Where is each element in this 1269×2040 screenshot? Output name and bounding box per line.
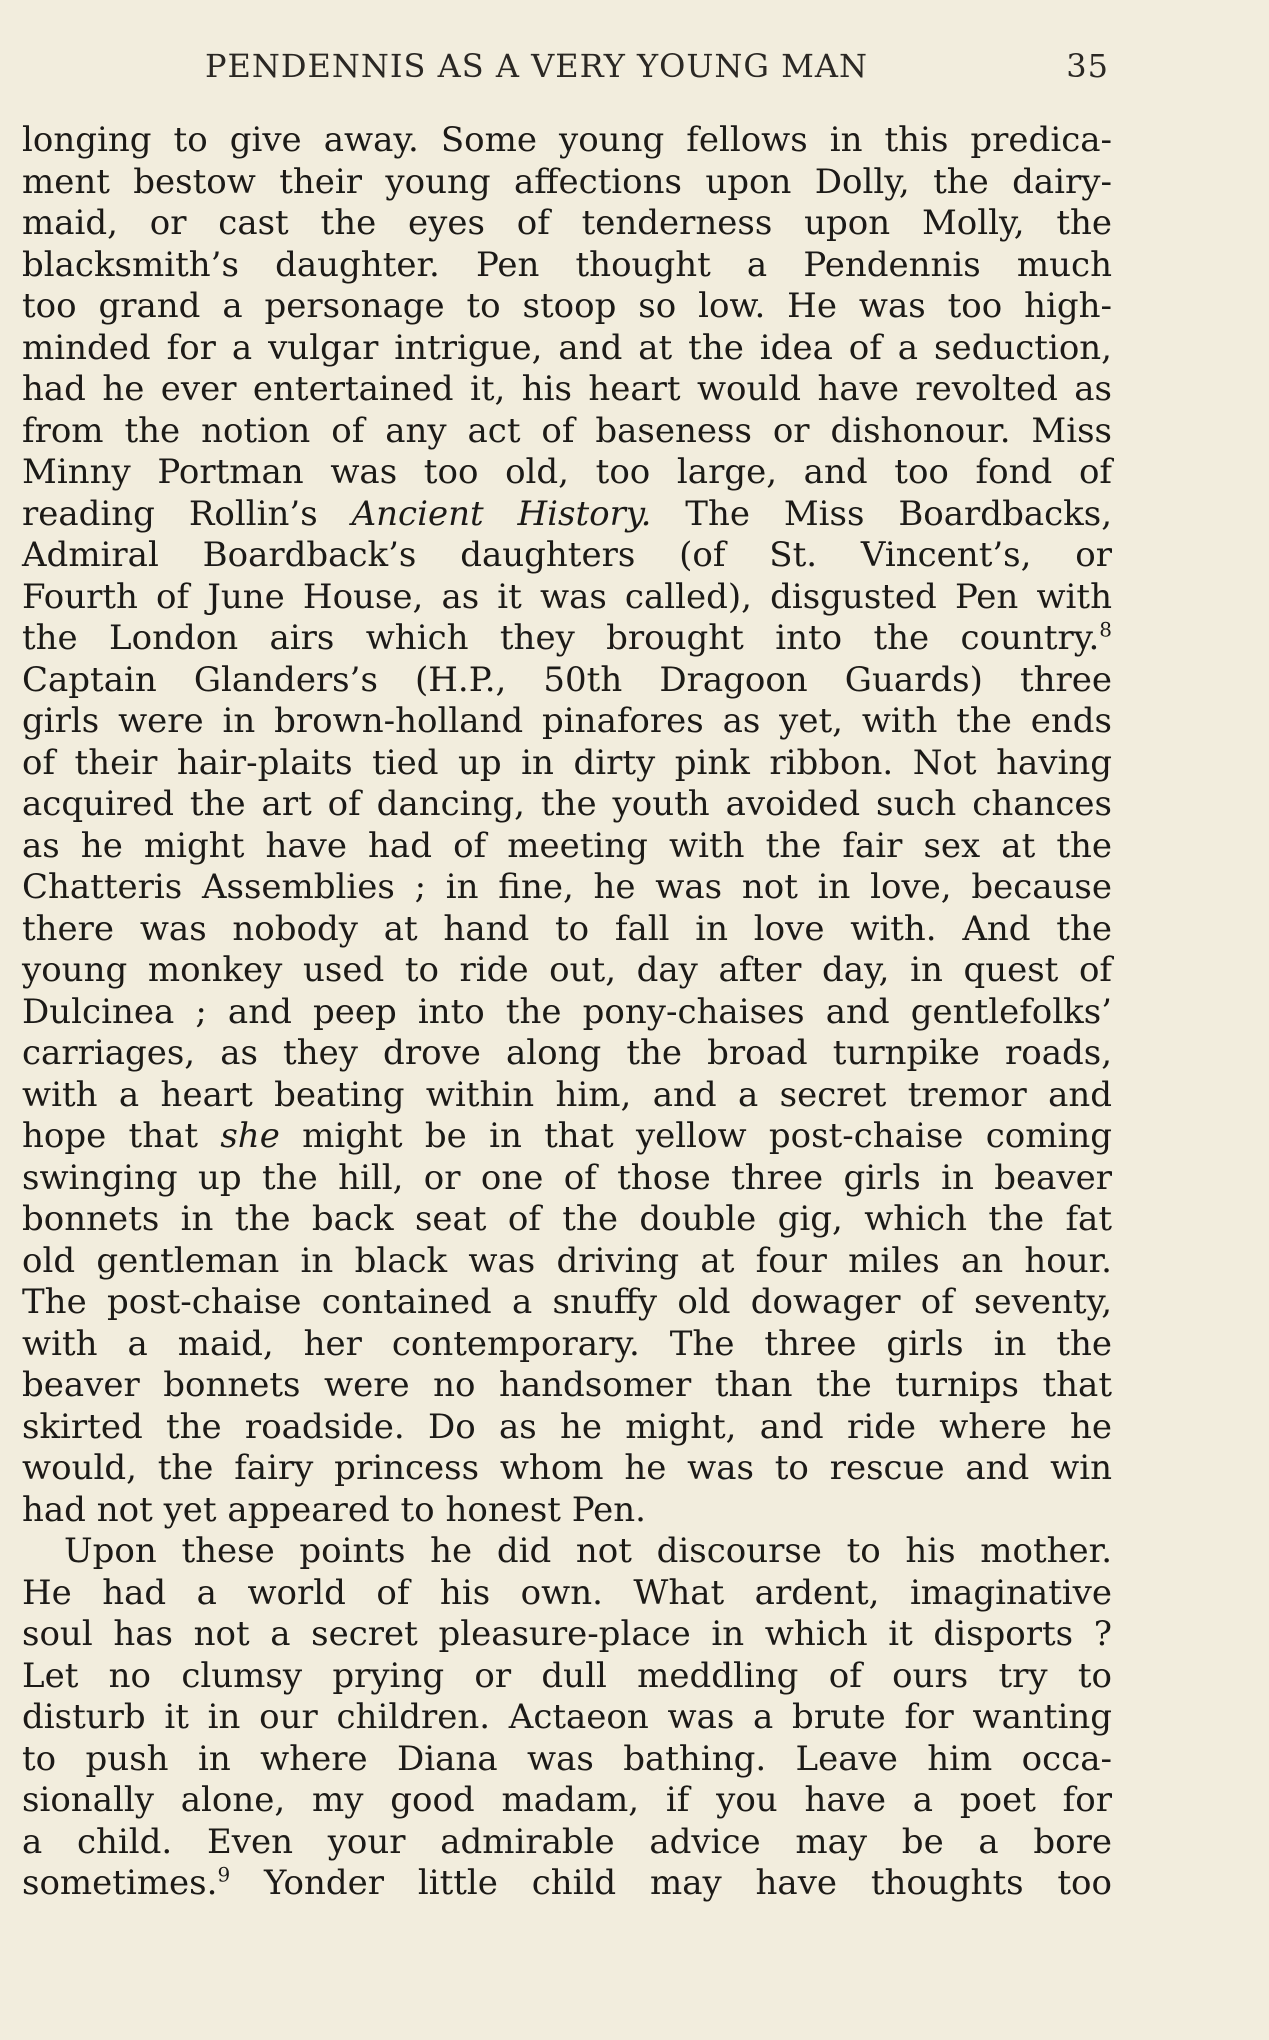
text-line [22,992,1112,1034]
text-run: acquired the art of dancing, the youth avoided such chances [22,784,1112,824]
text-run: a child. Even your admirable advice may be a bore [22,1821,1112,1862]
text-run: might be in that yellow post-chaise coming [279,1116,1112,1156]
text-line [22,1780,1112,1822]
text-run: bonnets in the back seat of the double gig, which the fat [22,1199,1112,1239]
text-run: to push in where Diana was bathing. Leave him occa- [22,1738,1112,1779]
text-run: would, the fairy princess whom he was to rescue and win [22,1448,1112,1488]
text-run: reading Rollin’s [22,493,352,534]
text-line [22,369,1112,411]
text-run: The Miss Boardbacks, [651,493,1112,534]
text-line [22,618,1112,660]
text-line [22,1407,1112,1449]
footnote-marker: 8 [1099,617,1112,642]
text-run: the London airs which they brought into the country. [22,618,1100,658]
text-line [22,1199,1112,1241]
text-line [22,1116,1112,1158]
text-run: had not yet appeared to honest Pen. [22,1489,646,1530]
text-run: girls were in brown-holland pinafores as yet, with the ends [22,701,1112,741]
text-line [22,535,1112,577]
text-line [22,120,1112,162]
text-line [22,1158,1112,1200]
text-line [22,1075,1112,1117]
emphasis-italic: she [220,1116,280,1156]
text-run: carriages, as they drove along the broad turnpike roads, [22,1033,1112,1073]
text-line [22,1241,1112,1283]
text-line [22,660,1112,702]
running-header [205,44,1109,88]
text-line [22,1033,1112,1075]
text-run: with a heart beating within him, and a secret tremor and [22,1074,1112,1115]
footnote-marker: 9 [217,1862,231,1887]
text-run: too grand a personage to stoop so low. He was too high- [22,286,1112,326]
text-run: longing to give away. Some young fellows in this predica- [22,120,1112,160]
text-line [22,909,1112,951]
text-line [22,328,1112,370]
text-run: He had a world of his own. What ardent, imaginative [22,1572,1112,1613]
text-run: beaver bonnets were no handsomer than the turnips that [22,1365,1112,1405]
text-line [22,826,1112,868]
text-run: from the notion of any act of baseness or dishonour. Miss [22,410,1112,451]
book-title-italic: Ancient History. [351,493,652,534]
text-line [22,1697,1112,1739]
text-run: sometimes. [22,1863,218,1903]
text-run: Chatteris Assemblies ; in fine, he was not in love, because [22,867,1112,907]
text-line [22,867,1112,909]
text-run: blacksmith’s daughter. Pen thought a Pendennis much [22,244,1112,285]
text-line [22,1365,1112,1407]
text-run: Upon these points he did not discourse to his mother. [64,1531,1112,1571]
paragraph-start-line [22,1531,1112,1573]
text-line [22,950,1112,992]
body-text [22,120,1112,1905]
text-line [22,162,1112,204]
text-run: Captain Glanders’s (H.P., 50th Dragoon Guards) three [22,659,1112,700]
text-line [22,1863,1112,1905]
text-run: The post-chaise contained a snuffy old dowager of seventy, [22,1282,1112,1322]
text-line [22,1656,1112,1698]
text-line [22,743,1112,785]
text-run: old gentleman in black was driving at four miles an hour. [22,1240,1112,1281]
text-line [22,1324,1112,1366]
text-line [22,784,1112,826]
text-line [22,1282,1112,1324]
text-run: sionally alone, my good madam, if you have a poet for [22,1780,1112,1820]
text-run: soul has not a secret pleasure-place in which it disports ? [22,1614,1112,1654]
text-line [22,494,1112,536]
text-run: there was nobody at hand to fall in love with. And the [22,908,1112,949]
page-number: 35 [1066,47,1109,85]
text-line [22,1739,1112,1781]
text-run: Fourth of June House, as it was called), disgusted Pen with [22,576,1112,617]
text-run: Yonder little child may have thoughts too [230,1863,1112,1903]
text-run: had he ever entertained it, his heart would have revolted as [22,369,1112,409]
text-line [22,577,1112,619]
text-line [22,411,1112,453]
text-run: disturb it in our children. Actaeon was a brute for wanting [22,1697,1112,1737]
running-title: PENDENNIS AS A VERY YOUNG MAN [205,47,868,85]
paragraph-end-line [22,1490,1112,1532]
text-line [22,286,1112,328]
text-line [22,1822,1112,1864]
text-run: Dulcinea ; and peep into the pony-chaises and gentlefolks’ [22,991,1112,1032]
text-run: Let no clumsy prying or dull meddling of ours try to [22,1655,1112,1696]
text-line [22,452,1112,494]
text-run: ment bestow their young affections upon Dolly, the dairy- [22,161,1112,202]
text-run: young monkey used to ride out, day after day, in quest of [22,950,1112,990]
text-line [22,203,1112,245]
text-run: of their hair-plaits tied up in dirty pink ribbon. Not having [22,742,1112,783]
text-run: minded for a vulgar intrigue, and at the idea of a seduction, [22,327,1112,368]
text-line [22,701,1112,743]
text-run: hope that [22,1116,221,1156]
text-line [22,1448,1112,1490]
text-run: with a maid, her contemporary. The three girls in the [22,1323,1112,1364]
text-line [22,245,1112,287]
text-run: swinging up the hill, or one of those three girls in beaver [22,1157,1112,1198]
text-run: maid, or cast the eyes of tenderness upon Molly, the [22,203,1112,243]
text-line [22,1573,1112,1615]
text-run: Admiral Boardback’s daughters (of St. Vincent’s, or [22,535,1112,575]
text-line [22,1614,1112,1656]
text-run: Minny Portman was too old, too large, and too fond of [22,452,1112,492]
text-run: as he might have had of meeting with the fair sex at the [22,825,1112,866]
text-run: skirted the roadside. Do as he might, and ride where he [22,1406,1112,1447]
